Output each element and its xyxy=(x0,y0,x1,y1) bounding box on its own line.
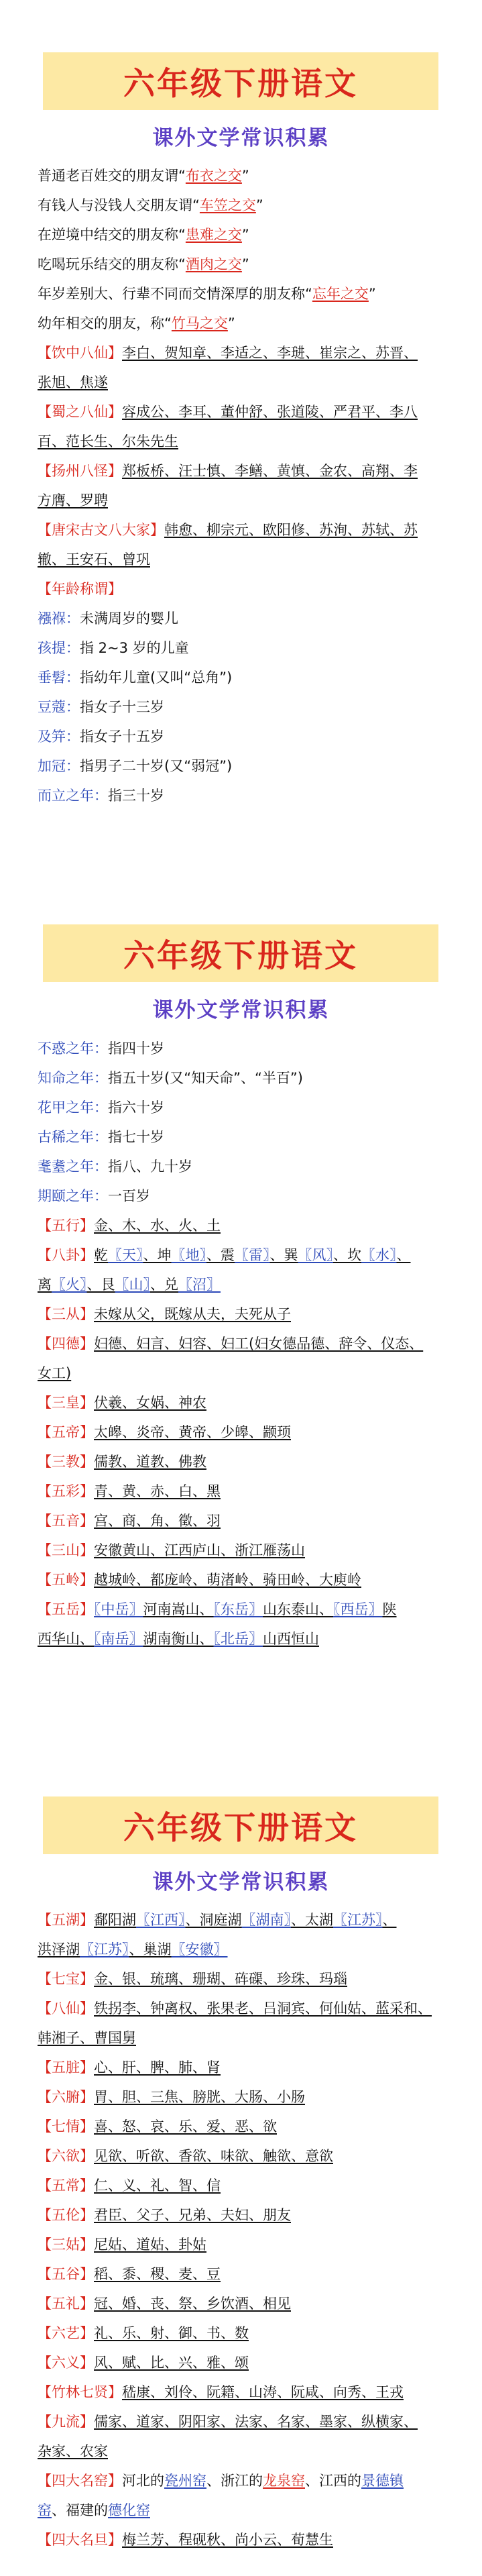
text-segment: 妇德、妇言、妇容、妇工(妇女德品德、辞令、仪态、 xyxy=(94,1336,424,1352)
text-segment: 杂家、农家 xyxy=(38,2443,108,2459)
text-segment: 患难之交 xyxy=(185,227,242,243)
section-subtitle: 课外文学常识积累 xyxy=(152,1870,330,1894)
text-line xyxy=(38,1093,453,1122)
category-tag: 【三皇】 xyxy=(38,1395,94,1411)
text-segment: 金、木、水、火、土 xyxy=(94,1218,221,1234)
banner-title: 六年级下册语文 xyxy=(43,52,438,110)
term-label: 及笄： xyxy=(38,729,80,745)
text-segment: 冠、婚、丧、祭、乡饮酒、相见 xyxy=(94,2296,291,2312)
text-segment: 〖江西〗 xyxy=(136,1912,186,1928)
text-segment: 年岁差别大、行辈不同而交情深厚的朋友称“ xyxy=(38,286,312,302)
text-segment: 礼、乐、射、御、书、数 xyxy=(94,2325,249,2341)
text-segment: 辙、王安石、曾巩 xyxy=(38,551,150,568)
text-segment: 山西恒山 xyxy=(263,1631,319,1647)
text-segment: 、洞庭湖 xyxy=(185,1912,242,1928)
text-segment: 尼姑、道姑、卦姑 xyxy=(94,2237,206,2253)
text-line xyxy=(38,2171,453,2200)
category-tag: 【蜀之八仙】 xyxy=(38,404,122,420)
text-segment: 〖火〗 xyxy=(52,1277,87,1293)
category-tag: 【五岭】 xyxy=(38,1572,94,1588)
category-tag: 【五伦】 xyxy=(38,2207,94,2223)
text-line xyxy=(38,1994,453,2023)
text-segment: 、艮 xyxy=(86,1277,115,1293)
text-line xyxy=(38,2525,453,2555)
text-segment: 〖地〗 xyxy=(171,1247,206,1263)
text-line xyxy=(38,2141,453,2171)
text-line xyxy=(38,2407,453,2436)
text-segment: ” xyxy=(241,256,249,272)
text-segment: 、 xyxy=(382,1912,397,1928)
term-label: 知命之年： xyxy=(38,1070,108,1086)
category-tag: 【五谷】 xyxy=(38,2266,94,2282)
text-segment: 指女子十五岁 xyxy=(80,729,164,745)
category-tag: 【八仙】 xyxy=(38,2000,94,2017)
text-line xyxy=(38,456,453,486)
text-segment: 仁、义、礼、智、信 xyxy=(94,2178,221,2194)
text-segment: 风、赋、比、兴、雅、颂 xyxy=(94,2355,249,2371)
text-segment: 、巢湖 xyxy=(129,1941,172,1957)
text-segment: 、巽 xyxy=(269,1247,298,1263)
text-segment: 普通老百姓交的朋友谓“ xyxy=(38,168,186,184)
card-section-1 xyxy=(0,0,482,812)
text-line xyxy=(38,574,453,604)
text-segment: 一百岁 xyxy=(108,1188,150,1204)
text-segment: 〖山〗 xyxy=(115,1277,150,1293)
text-line xyxy=(38,1063,453,1093)
text-segment: 〖西岳〗 xyxy=(333,1601,383,1617)
term-label: 耄耋之年： xyxy=(38,1159,108,1175)
text-segment: 、坎 xyxy=(333,1247,361,1263)
term-label: 而立之年： xyxy=(38,788,108,804)
text-segment: 在逆境中结交的朋友称“ xyxy=(38,227,186,243)
category-tag: 【五彩】 xyxy=(38,1483,94,1499)
text-segment: 山东泰山、 xyxy=(263,1601,333,1617)
text-segment: 指四十岁 xyxy=(108,1040,164,1057)
text-segment: 离 xyxy=(38,1277,52,1293)
term-label: 垂髫： xyxy=(38,669,80,686)
text-line xyxy=(38,397,453,427)
text-segment: 金、银、琉璃、珊瑚、砗磲、珍珠、玛瑙 xyxy=(94,1971,347,1987)
text-line xyxy=(38,1358,453,1388)
banner-title: 六年级下册语文 xyxy=(43,1796,438,1854)
category-tag: 【六义】 xyxy=(38,2355,94,2371)
text-segment: 〖安徽〗 xyxy=(171,1941,228,1957)
text-segment: 韩湘子、曹国舅 xyxy=(38,2030,136,2046)
category-tag: 【九流】 xyxy=(38,2414,94,2430)
text-line xyxy=(38,515,453,545)
text-line xyxy=(38,633,453,663)
term-label: 孩提： xyxy=(38,640,80,656)
text-segment: 景德镇 xyxy=(361,2473,404,2489)
text-segment: 指幼年儿童(又叫“总角”) xyxy=(80,669,233,686)
term-label: 襁褓： xyxy=(38,610,80,627)
text-segment: 、兑 xyxy=(150,1277,178,1293)
category-tag: 【四德】 xyxy=(38,1336,94,1352)
text-segment: 儒教、道教、佛教 xyxy=(94,1454,206,1470)
card-section-3 xyxy=(0,1744,482,2576)
text-segment: 韩愈、柳宗元、欧阳修、苏洵、苏轼、苏 xyxy=(164,522,418,538)
text-segment: 洪泽湖 xyxy=(38,1941,80,1957)
category-tag: 【八卦】 xyxy=(38,1247,94,1263)
category-tag: 【五常】 xyxy=(38,2178,94,2194)
text-segment: 女工) xyxy=(38,1365,72,1381)
text-segment: 〖天〗 xyxy=(108,1247,143,1263)
text-segment: ” xyxy=(255,197,263,213)
content-lines xyxy=(38,161,453,810)
text-line xyxy=(38,2348,453,2377)
text-segment: 儒家、道家、阴阳家、法家、名家、墨家、纵横家、 xyxy=(94,2414,418,2430)
category-tag: 【五音】 xyxy=(38,1513,94,1529)
text-line xyxy=(38,368,453,397)
text-segment: 窑 xyxy=(38,2502,52,2518)
text-segment: 车笠之交 xyxy=(199,197,256,213)
category-tag: 【六欲】 xyxy=(38,2148,94,2164)
text-segment: 指女子十三岁 xyxy=(80,699,164,715)
text-segment: 指男子二十岁(又“弱冠”) xyxy=(80,758,233,774)
category-tag: 【五行】 xyxy=(38,1218,94,1234)
text-line xyxy=(38,1447,453,1477)
text-segment: 指八、九十岁 xyxy=(108,1159,192,1175)
text-line xyxy=(38,751,453,781)
text-segment: 〖中岳〗 xyxy=(94,1601,143,1617)
category-tag: 【六腑】 xyxy=(38,2089,94,2105)
text-segment: 郑板桥、汪士慎、李鳝、黄慎、金农、高翔、李 xyxy=(122,463,418,479)
text-segment: 嵇康、刘伶、阮籍、山涛、阮咸、向秀、王戎 xyxy=(122,2384,404,2400)
category-tag: 【七情】 xyxy=(38,2118,94,2135)
text-segment: 百、范长生、尔朱先生 xyxy=(38,433,178,449)
card-section-2 xyxy=(0,872,482,1711)
text-segment: 宫、商、角、徵、羽 xyxy=(94,1513,221,1529)
text-segment: 〖沼〗 xyxy=(178,1277,221,1293)
category-tag: 【五脏】 xyxy=(38,2059,94,2076)
category-tag: 【竹林七贤】 xyxy=(38,2384,122,2400)
text-segment: 〖风〗 xyxy=(298,1247,333,1263)
text-segment: 河北的 xyxy=(122,2473,164,2489)
text-segment: 〖雷〗 xyxy=(235,1247,270,1263)
text-segment: 张旭、焦遂 xyxy=(38,374,108,390)
text-line xyxy=(38,663,453,692)
text-line xyxy=(38,1122,453,1152)
text-segment: 〖南岳〗 xyxy=(94,1631,143,1647)
text-line xyxy=(38,309,453,338)
text-line xyxy=(38,2023,453,2053)
category-tag: 【饮中八仙】 xyxy=(38,345,122,361)
text-segment: 方膺、罗聘 xyxy=(38,492,108,508)
text-segment: 德化窑 xyxy=(108,2502,150,2518)
text-segment: ” xyxy=(368,286,376,302)
category-tag: 【扬州八怪】 xyxy=(38,463,122,479)
term-label: 古稀之年： xyxy=(38,1129,108,1145)
text-segment: 心、肝、脾、肺、肾 xyxy=(94,2059,221,2076)
text-segment: 、震 xyxy=(206,1247,235,1263)
text-line xyxy=(38,2230,453,2259)
text-line xyxy=(38,2053,453,2082)
category-tag: 【三山】 xyxy=(38,1542,94,1558)
text-segment: 李白、贺知章、李适之、李琎、崔宗之、苏晋、 xyxy=(122,345,418,361)
category-tag: 【五湖】 xyxy=(38,1912,94,1928)
text-segment: 酒肉之交 xyxy=(185,256,242,272)
text-segment: 未嫁从父，既嫁从夫，夫死从子 xyxy=(94,1306,291,1322)
text-line xyxy=(38,1034,453,1063)
category-tag: 【四大名旦】 xyxy=(38,2532,122,2548)
text-segment: 鄱阳湖 xyxy=(94,1912,136,1928)
category-tag: 【六艺】 xyxy=(38,2325,94,2341)
text-segment: 陕 xyxy=(382,1601,397,1617)
text-line xyxy=(38,1329,453,1358)
text-line xyxy=(38,2436,453,2466)
text-line xyxy=(38,692,453,722)
text-line xyxy=(38,1152,453,1181)
text-line xyxy=(38,2112,453,2141)
text-line xyxy=(38,486,453,515)
text-segment: 〖江苏〗 xyxy=(80,1941,129,1957)
text-line xyxy=(38,1964,453,1994)
text-line xyxy=(38,161,453,191)
category-tag: 【五岳】 xyxy=(38,1601,94,1617)
text-segment: 青、黄、赤、白、黑 xyxy=(94,1483,221,1499)
text-segment: 指 2~3 岁的儿童 xyxy=(80,640,189,656)
text-line xyxy=(38,220,453,250)
text-segment: 君臣、父子、兄弟、夫妇、朋友 xyxy=(94,2207,291,2223)
text-segment: 布衣之交 xyxy=(185,168,242,184)
text-segment: 〖水〗 xyxy=(361,1247,397,1263)
text-line xyxy=(38,338,453,368)
text-segment: 〖东岳〗 xyxy=(213,1601,263,1617)
text-segment: 喜、怒、哀、乐、爱、恶、欲 xyxy=(94,2118,277,2135)
text-segment: 幼年相交的朋友，称“ xyxy=(38,315,172,331)
text-segment: 〖江苏〗 xyxy=(333,1912,383,1928)
text-line xyxy=(38,2466,453,2496)
term-label: 花甲之年： xyxy=(38,1099,108,1116)
term-label: 不惑之年： xyxy=(38,1040,108,1057)
text-line xyxy=(38,722,453,751)
category-tag: 【五礼】 xyxy=(38,2296,94,2312)
category-tag: 【三姑】 xyxy=(38,2237,94,2253)
text-segment: 见欲、听欲、香欲、味欲、触欲、意欲 xyxy=(94,2148,333,2164)
text-segment: 越城岭、都庞岭、萌渚岭、骑田岭、大庾岭 xyxy=(94,1572,361,1588)
term-label: 加冠： xyxy=(38,758,80,774)
text-line xyxy=(38,1211,453,1240)
text-segment: 忘年之交 xyxy=(312,286,369,302)
text-segment: 西华山、 xyxy=(38,1631,94,1647)
text-segment: 指五十岁(又“知天命”、“半百”) xyxy=(108,1070,303,1086)
text-line xyxy=(38,1181,453,1211)
text-segment: 竹马之交 xyxy=(171,315,228,331)
category-tag: 【三教】 xyxy=(38,1454,94,1470)
text-line xyxy=(38,781,453,810)
content-lines xyxy=(38,1905,453,2555)
text-line xyxy=(38,250,453,279)
category-tag: 【年龄称谓】 xyxy=(38,581,122,597)
text-line xyxy=(38,191,453,220)
text-segment: 、浙江的 xyxy=(206,2473,263,2489)
text-segment: 、 xyxy=(396,1247,411,1263)
text-line xyxy=(38,279,453,309)
text-segment: 、江西的 xyxy=(305,2473,361,2489)
text-line xyxy=(38,1935,453,1964)
text-line xyxy=(38,2318,453,2348)
text-segment: 铁拐李、钟离权、张果老、吕洞宾、何仙姑、蓝采和、 xyxy=(94,2000,432,2017)
category-tag: 【三从】 xyxy=(38,1306,94,1322)
text-line xyxy=(38,1595,453,1624)
text-line xyxy=(38,1905,453,1935)
text-segment: 、福建的 xyxy=(52,2502,108,2518)
text-line xyxy=(38,1270,453,1299)
text-segment: 〖北岳〗 xyxy=(213,1631,263,1647)
text-line xyxy=(38,1240,453,1270)
text-segment: 容成公、李耳、董仲舒、张道陵、严君平、李八 xyxy=(122,404,418,420)
text-segment: 安徽黄山、江西庐山、浙江雁荡山 xyxy=(94,1542,305,1558)
text-line xyxy=(38,2496,453,2525)
text-segment: 龙泉窑 xyxy=(263,2473,305,2489)
text-segment: 河南嵩山、 xyxy=(143,1601,214,1617)
text-line xyxy=(38,1624,453,1654)
category-tag: 【四大名窑】 xyxy=(38,2473,122,2489)
category-tag: 【五帝】 xyxy=(38,1424,94,1440)
text-segment: ” xyxy=(241,227,249,243)
text-segment: 、坤 xyxy=(143,1247,172,1263)
text-line xyxy=(38,427,453,456)
section-subtitle: 课外文学常识积累 xyxy=(152,126,330,150)
text-line xyxy=(38,1417,453,1447)
category-tag: 【唐宋古文八大家】 xyxy=(38,522,164,538)
text-segment: 稻、黍、稷、麦、豆 xyxy=(94,2266,221,2282)
text-segment: 湖南衡山、 xyxy=(143,1631,214,1647)
text-segment: 指七十岁 xyxy=(108,1129,164,1145)
text-segment: 吃喝玩乐结交的朋友称“ xyxy=(38,256,186,272)
text-segment: 指六十岁 xyxy=(108,1099,164,1116)
term-label: 豆蔻： xyxy=(38,699,80,715)
category-tag: 【七宝】 xyxy=(38,1971,94,1987)
text-segment: 瓷州窑 xyxy=(164,2473,206,2489)
text-segment: 〖湖南〗 xyxy=(241,1912,291,1928)
text-segment: ” xyxy=(227,315,235,331)
text-line xyxy=(38,1388,453,1417)
text-segment: 梅兰芳、程砚秋、尚小云、荀慧生 xyxy=(122,2532,333,2548)
text-line xyxy=(38,1565,453,1595)
text-segment: 、太湖 xyxy=(291,1912,333,1928)
text-line xyxy=(38,1299,453,1329)
text-segment: 乾 xyxy=(94,1247,108,1263)
section-subtitle: 课外文学常识积累 xyxy=(152,998,330,1022)
text-line xyxy=(38,1477,453,1506)
text-segment: 未满周岁的婴儿 xyxy=(80,610,178,627)
text-line xyxy=(38,2377,453,2407)
text-segment: 伏羲、女娲、神农 xyxy=(94,1395,206,1411)
text-segment: ” xyxy=(241,168,249,184)
text-line xyxy=(38,1506,453,1536)
term-label: 期颐之年： xyxy=(38,1188,108,1204)
text-segment: 指三十岁 xyxy=(108,788,164,804)
text-segment: 有钱人与没钱人交朋友谓“ xyxy=(38,197,200,213)
text-line xyxy=(38,2289,453,2318)
text-line xyxy=(38,1536,453,1565)
banner-title: 六年级下册语文 xyxy=(43,924,438,982)
text-line xyxy=(38,604,453,633)
text-segment: 太皞、炎帝、黄帝、少皞、颛顼 xyxy=(94,1424,291,1440)
text-line xyxy=(38,2259,453,2289)
text-segment: 胃、胆、三焦、膀胱、大肠、小肠 xyxy=(94,2089,305,2105)
content-lines xyxy=(38,1034,453,1654)
text-line xyxy=(38,2200,453,2230)
text-line xyxy=(38,545,453,574)
text-line xyxy=(38,2082,453,2112)
